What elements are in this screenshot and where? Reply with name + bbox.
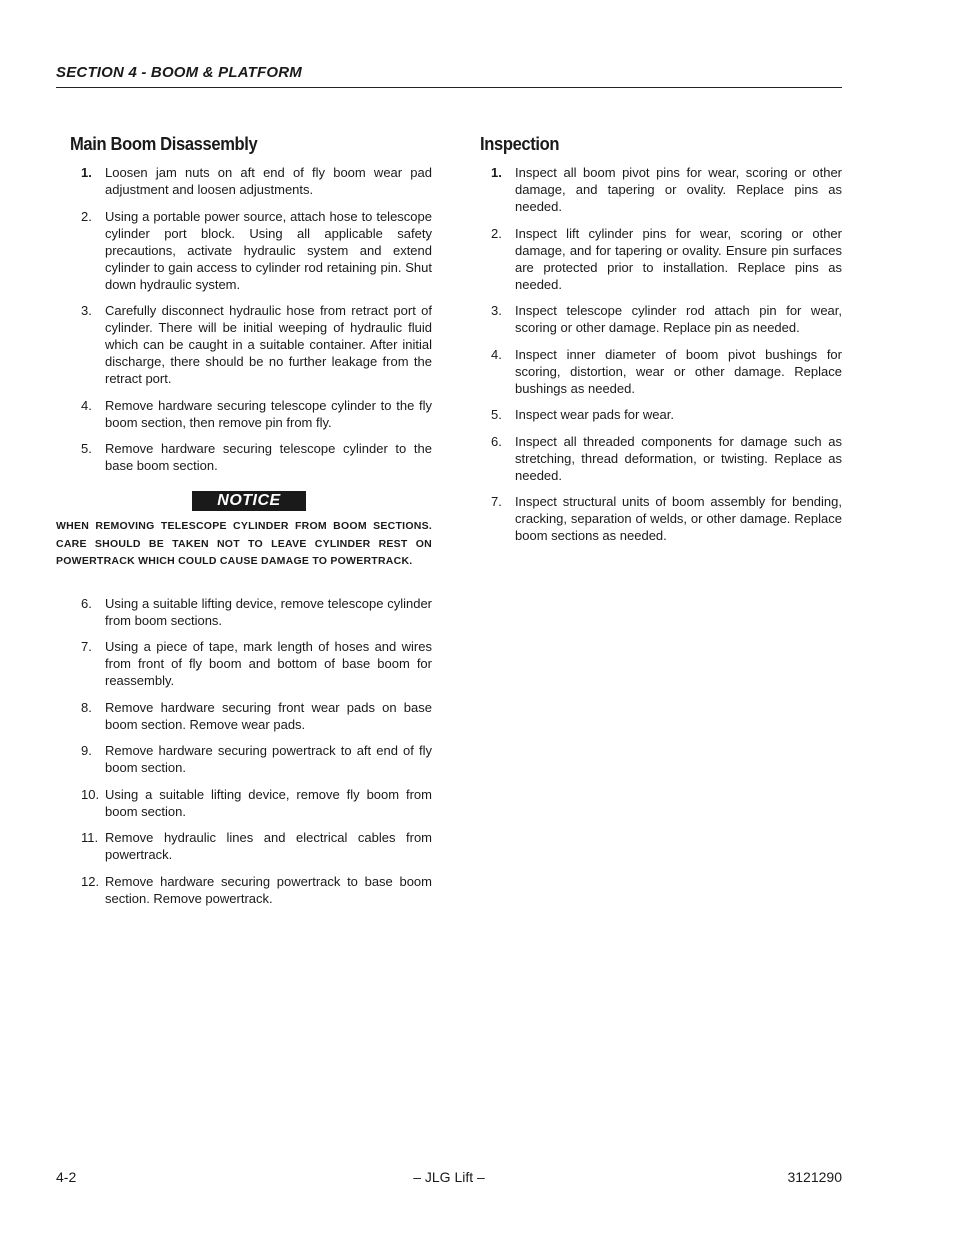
list-item — [466, 302, 842, 336]
step-number: 4. — [81, 397, 92, 413]
step-text: Using a suitable lifting device, remove telescope cylinder from boom sections. — [105, 595, 432, 628]
step-number: 7. — [491, 494, 502, 509]
step-number: 12. — [81, 873, 100, 889]
step-number: 10. — [81, 786, 100, 802]
step-number: 3. — [491, 303, 502, 318]
step-text: Inspect telescope cylinder rod attach pin for wear, scoring or other damage. Replace pin as needed. — [515, 303, 842, 335]
footer-publisher: – JLG Lift – — [413, 1169, 485, 1185]
step-text: Inspect wear pads for wear. — [515, 407, 674, 422]
section-header: SECTION 4 - BOOM & PLATFORM — [56, 64, 842, 88]
list-item — [466, 346, 842, 397]
notice-badge: NOTICE — [192, 491, 306, 511]
notice-block — [56, 491, 432, 571]
list-item — [56, 638, 432, 689]
main-boom-disassembly-column — [56, 134, 432, 916]
step-number: 1. — [491, 165, 502, 180]
list-item — [466, 225, 842, 293]
step-text: Loosen jam nuts on aft end of fly boom wear pad adjustment and loosen adjustments. — [105, 165, 432, 197]
step-text: Inspect all boom pivot pins for wear, scoring or other damage, and tapering or ovality. Replace pins as needed. — [515, 165, 842, 214]
step-number: 5. — [81, 441, 92, 456]
step-number: 11. — [81, 830, 99, 845]
step-number: 3. — [81, 303, 92, 318]
step-text: Using a portable power source, attach hose to telescope cylinder port block. Using all applicable safety precautions, activate hydraulic system and extend cylinder to gain access to cylinder rod retaining pin. Shut down hydraulic system. — [105, 208, 432, 292]
step-number: 4. — [491, 346, 502, 362]
list-item — [56, 397, 432, 431]
step-number: 7. — [81, 639, 92, 654]
inspection-steps — [466, 164, 842, 544]
step-text: Using a suitable lifting device, remove fly boom from boom section. — [105, 786, 432, 819]
disassembly-steps-b — [56, 595, 432, 907]
inspection-title: Inspection — [480, 134, 560, 154]
disassembly-steps-a — [56, 164, 432, 474]
list-item — [56, 829, 432, 863]
list-item — [56, 302, 432, 387]
list-item — [466, 433, 842, 484]
step-text: Carefully disconnect hydraulic hose from retract port of cylinder. There will be initial weeping of hydraulic fluid which can be caught in a suitable container. After initial discharge, there should be no further leakage from the retract port. — [105, 303, 432, 386]
step-text: Remove hardware securing powertrack to base boom section. Remove powertrack. — [105, 873, 432, 906]
step-number: 2. — [491, 225, 502, 241]
list-item — [56, 786, 432, 820]
disassembly-title: Main Boom Disassembly — [70, 134, 258, 154]
list-item — [56, 873, 432, 907]
step-text: Remove hardware securing telescope cylinder to the base boom section. — [105, 441, 432, 473]
step-number: 5. — [491, 407, 502, 422]
list-item — [56, 164, 432, 198]
step-number: 9. — [81, 743, 92, 758]
step-text: Inspect inner diameter of boom pivot bushings for scoring, distortion, wear or other damage. Replace bushings as needed. — [515, 346, 842, 396]
document-number: 3121290 — [787, 1169, 842, 1185]
step-text: Remove hardware securing front wear pads on base boom section. Remove wear pads. — [105, 699, 432, 732]
step-text: Inspect structural units of boom assembly for bending, cracking, separation of welds, or other damage. Replace boom sections as needed. — [515, 494, 842, 543]
list-item — [466, 164, 842, 215]
step-text: Inspect lift cylinder pins for wear, scoring or other damage, and for tapering or ovality. Ensure pin surfaces are protected prior to installation. Replace pins as needed. — [515, 225, 842, 292]
step-text: Remove hardware securing powertrack to aft end of fly boom section. — [105, 743, 432, 775]
page-footer — [56, 1169, 842, 1189]
list-item — [466, 406, 842, 423]
list-item — [56, 742, 432, 776]
step-number: 6. — [81, 595, 92, 611]
step-number: 8. — [81, 699, 92, 715]
step-number: 6. — [491, 433, 502, 449]
list-item — [56, 699, 432, 733]
page-number: 4-2 — [56, 1169, 77, 1185]
list-item — [56, 208, 432, 293]
list-item — [56, 440, 432, 474]
step-text: Using a piece of tape, mark length of hoses and wires from front of fly boom and bottom of base boom for reassembly. — [105, 639, 432, 688]
notice-text: WHEN REMOVING TELESCOPE CYLINDER FROM BOOM SECTIONS. CARE SHOULD BE TAKEN NOT TO LEAVE CYLINDER REST ON POWERTRACK WHICH COULD CAUSE DAMAGE TO POWERTRACK. — [56, 520, 432, 567]
step-text: Remove hydraulic lines and electrical cables from powertrack. — [105, 830, 432, 862]
list-item — [56, 595, 432, 629]
step-text: Remove hardware securing telescope cylinder to the fly boom section, then remove pin from fly. — [105, 397, 432, 430]
list-item — [466, 493, 842, 544]
step-number: 2. — [81, 208, 92, 224]
step-number: 1. — [81, 165, 92, 180]
step-text: Inspect all threaded components for damage such as stretching, thread deformation, or twisting. Replace as needed. — [515, 433, 842, 483]
inspection-column — [466, 134, 842, 554]
